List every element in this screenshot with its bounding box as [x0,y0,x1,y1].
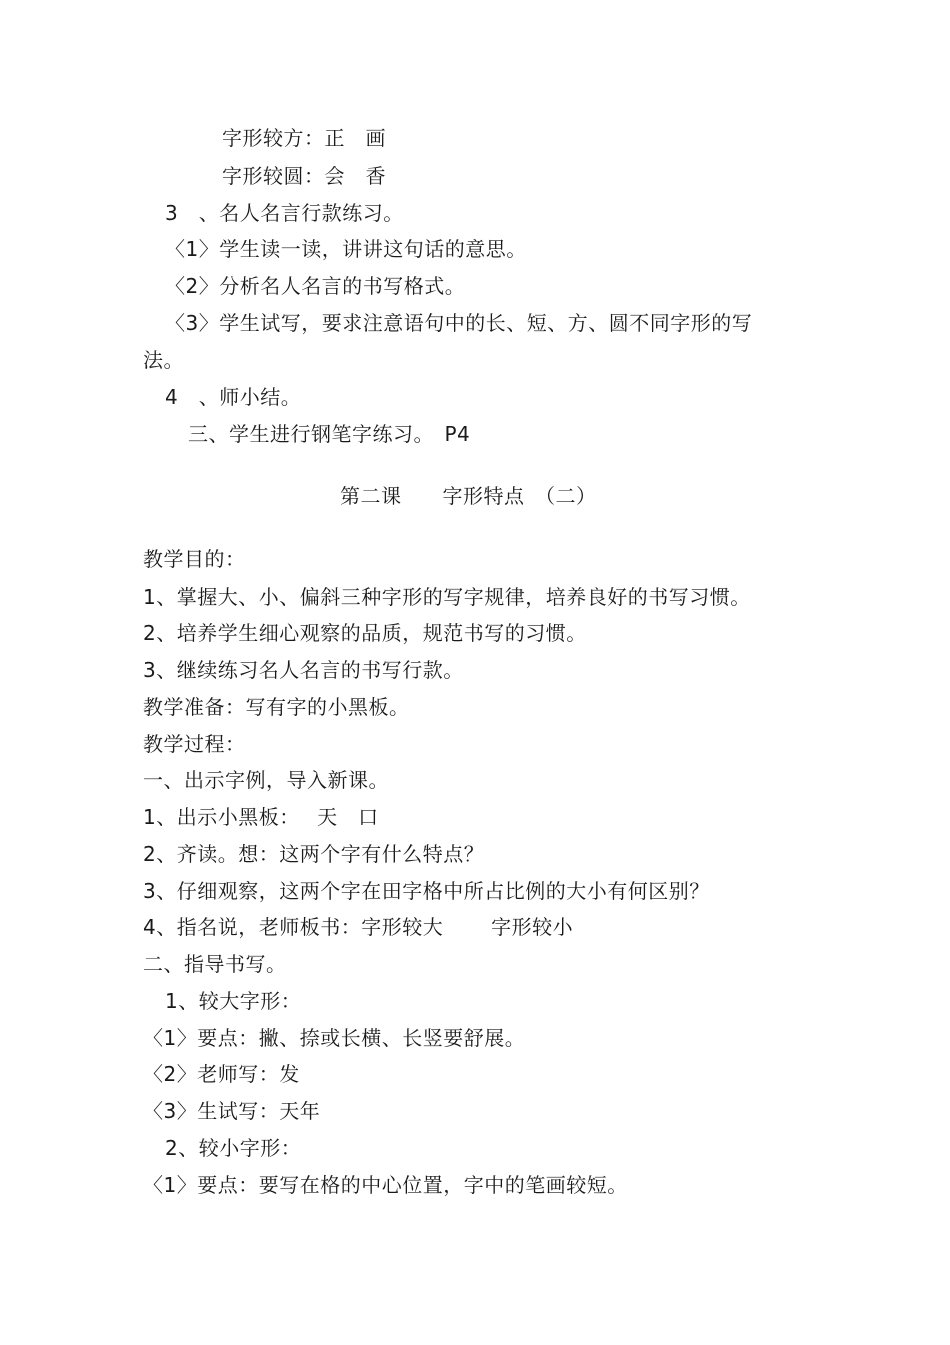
goals-heading: 教学目的： [143,547,246,571]
item-3-3: 〈3〉学生试写，要求注意语句中的长、短、方、圆不同字形的写 [165,311,753,335]
item-3-3-continued: 法。 [143,348,184,372]
preparation: 教学准备：写有字的小黑板。 [143,695,410,719]
section-1-item-1: 1、出示小黑板： 天 口 [143,805,379,829]
section-1: 一、出示字例，导入新课。 [143,768,389,792]
part-3: 三、学生进行钢笔字练习。 P4 [188,422,471,446]
section-2: 二、指导书写。 [143,952,287,976]
section-2-item-2: 2、较小字形： [165,1136,302,1160]
goal-2: 2、培养学生细心观察的品质，规范书写的习惯。 [143,621,587,645]
section-1-item-2: 2、齐读。想：这两个字有什么特点？ [143,842,485,866]
shape-round-line: 字形较圆：会 香 [222,164,386,188]
item-3: 3 、名人名言行款练习。 [165,201,404,225]
goal-3: 3、继续练习名人名言的书写行款。 [143,658,464,682]
lesson-title: 第二课 字形特点 （二） [340,484,597,508]
shape-square-line: 字形较方：正 画 [222,126,386,150]
goal-1: 1、掌握大、小、偏斜三种字形的写字规律，培养良好的书写习惯。 [143,585,751,609]
section-2-item-1-1: 〈1〉要点：撇、捺或长横、长竖要舒展。 [143,1026,526,1050]
section-2-item-1-2: 〈2〉老师写：发 [143,1062,300,1086]
item-3-2: 〈2〉分析名人名言的书写格式。 [165,274,466,298]
item-4: 4 、师小结。 [165,385,302,409]
section-2-item-1: 1、较大字形： [165,989,302,1013]
section-2-item-2-1: 〈1〉要点：要写在格的中心位置，字中的笔画较短。 [143,1173,628,1197]
section-1-item-4: 4、指名说，老师板书：字形较大 字形较小 [143,915,574,939]
process-heading: 教学过程： [143,732,246,756]
section-2-item-1-3: 〈3〉生试写：天年 [143,1099,321,1123]
item-3-1: 〈1〉学生读一读，讲讲这句话的意思。 [165,237,527,261]
section-1-item-3: 3、仔细观察，这两个字在田字格中所占比例的大小有何区别？ [143,879,710,903]
